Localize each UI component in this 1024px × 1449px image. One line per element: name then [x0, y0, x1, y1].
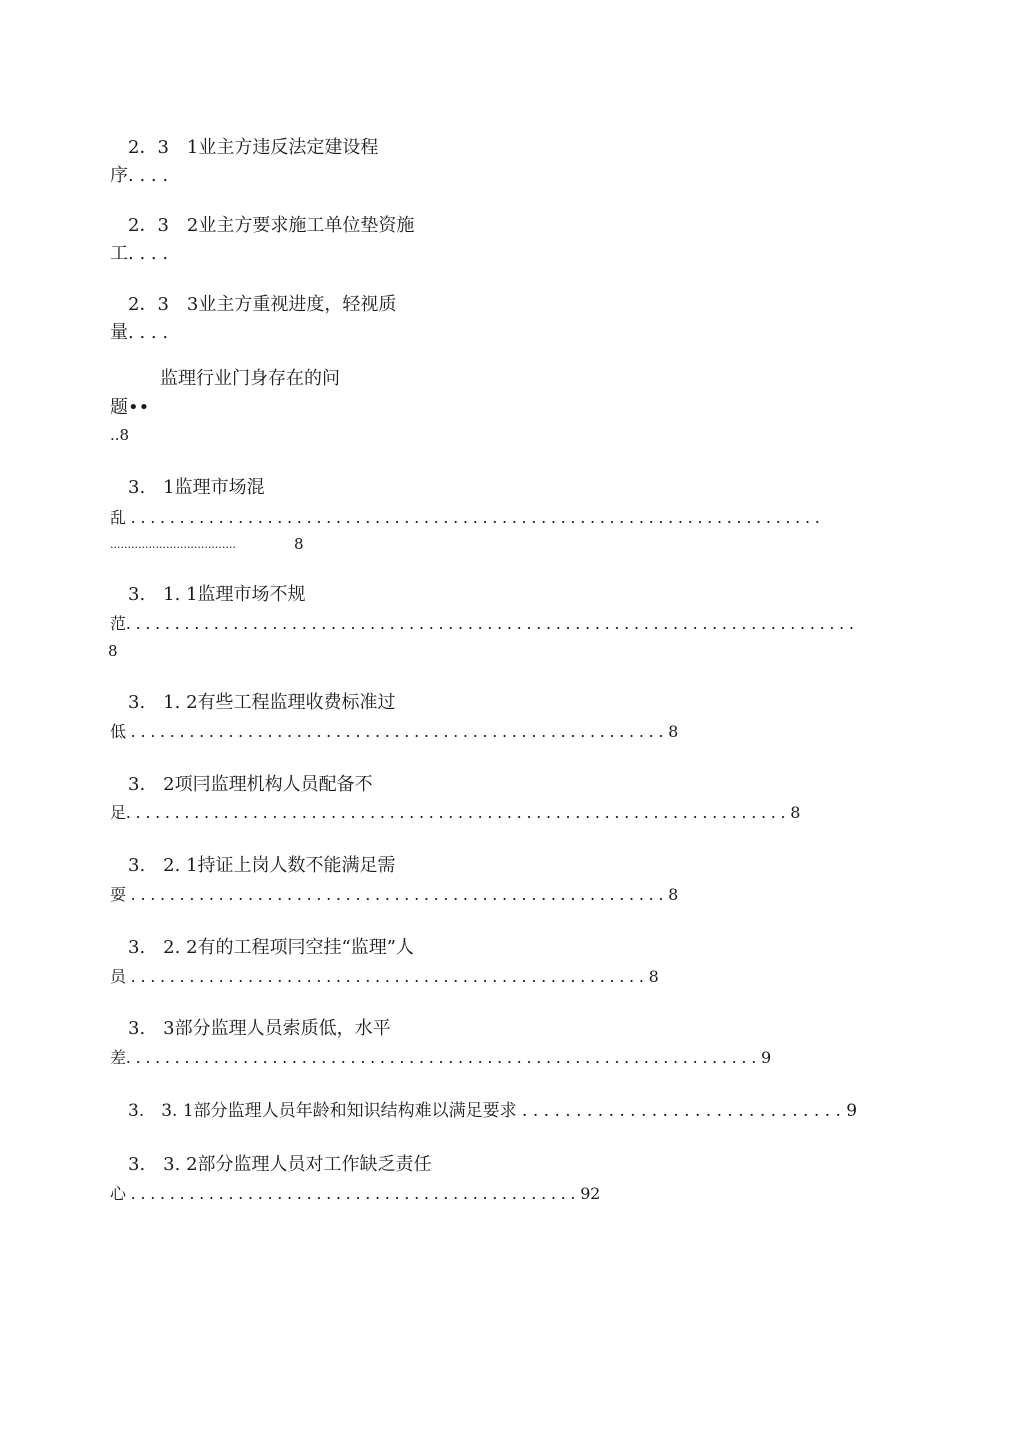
toc-entry-leader: 量. . . . — [110, 322, 169, 343]
toc-entry-title: 3. 3部分监理人员索质低，水平 — [128, 1018, 391, 1039]
toc-entry-title: 3. 2项冃监理机构人员配备不 — [128, 774, 373, 795]
toc-entry-page: 8 — [294, 535, 304, 553]
toc-entry-title: 3. 3. 1部分监理人员年龄和知识结构难以满足要求 . . . . . . . . . . . . . . . . . . . . . . . . . . . . . . 9 — [128, 1101, 858, 1121]
toc-entry-title: 2．3 1业主方违反法定建设程 — [128, 137, 379, 158]
toc-entry-leader: 员 . . . . . . . . . . . . . . . . . . . . . . . . . . . . . . . . . . . . . . . . . . . . . . . . . . . . . 8 — [110, 967, 659, 986]
toc-entry-leader: 耍 . . . . . . . . . . . . . . . . . . . . . . . . . . . . . . . . . . . . . . . . . . . . . . . . . . . . . . . 8 — [110, 885, 679, 904]
toc-entry-title: 2．3 3业主方重视进度，轻视质 — [128, 294, 397, 315]
toc-entry-title: 2．3 2业主方要求施工单位垫资施 — [128, 215, 415, 236]
toc-entry-leader: 低 . . . . . . . . . . . . . . . . . . . . . . . . . . . . . . . . . . . . . . . . . . . . . . . . . . . . . . . 8 — [110, 722, 679, 741]
toc-entry-title: 3. 1监理市场混 — [128, 477, 265, 498]
toc-entry-leader: 差. . . . . . . . . . . . . . . . . . . . . . . . . . . . . . . . . . . . . . . . . . . . . . . . . . . . . . . . . . . . . . . . . 9 — [110, 1048, 771, 1067]
toc-entry-page: 8 — [108, 642, 118, 660]
toc-entry-leader: 足. . . . . . . . . . . . . . . . . . . . . . . . . . . . . . . . . . . . . . . . . . . . . . . . . . . . . . . . . . . . . . . . . . . . 8 — [110, 803, 801, 822]
toc-entry-leader-continued: .................................... — [110, 538, 236, 551]
toc-entry-leader: 乱 . . . . . . . . . . . . . . . . . . . . . . . . . . . . . . . . . . . . . . . . . . . . . . . . . . . . . . . . . . . . . . . . . . . . . . . — [110, 508, 820, 527]
toc-entry-leader: 工. . . . — [110, 243, 169, 264]
toc-entry-leader: 题•• — [110, 397, 150, 418]
toc-entry-title: 3. 2. 2有的工程项冃空挂“监理”人 — [128, 937, 414, 958]
toc-entry-title: 监理行业门身存在的问 — [160, 368, 340, 389]
toc-entry-title: 3. 2. 1持证上岗人数不能满足需 — [128, 855, 396, 876]
toc-entry-leader: 序. . . . — [110, 165, 169, 186]
toc-entry-leader: 心 . . . . . . . . . . . . . . . . . . . . . . . . . . . . . . . . . . . . . . . . . . . . . . 92 — [110, 1184, 601, 1203]
toc-entry-leader: 范. . . . . . . . . . . . . . . . . . . . . . . . . . . . . . . . . . . . . . . . . . . . . . . . . . . . . . . . . . . . . . . . . . . . . . . . . . . — [110, 614, 854, 633]
toc-entry-title: 3. 1. 1监理市场不规 — [128, 584, 306, 605]
toc-entry-page: ..8 — [110, 426, 130, 444]
toc-entry-title: 3. 3. 2部分监理人员对工作缺乏责任 — [128, 1154, 432, 1175]
toc-entry-title: 3. 1. 2有些工程监理收费标准过 — [128, 692, 396, 713]
